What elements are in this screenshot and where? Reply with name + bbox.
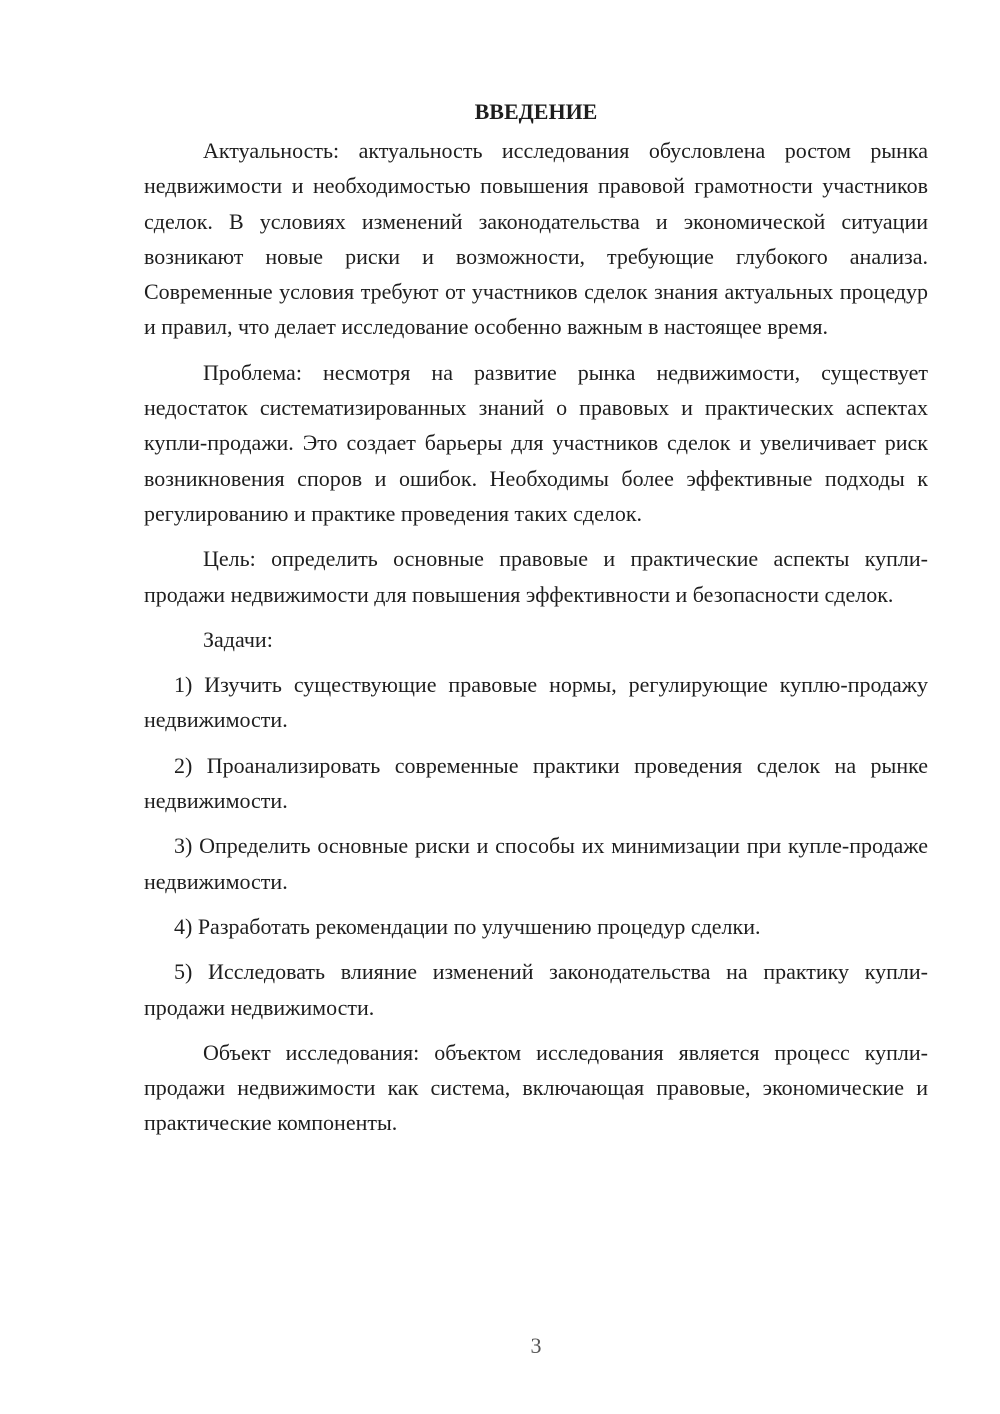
task-item-3: 3) Определить основные риски и способы их минимизации при купле-продаже недвижимости. <box>144 833 928 894</box>
page-number: 3 <box>530 1333 542 1358</box>
paragraph-relevance: Актуальность: актуальность исследования обусловлена ростом рынка недвижимости и необходимостью повышения правовой грамотности участников сделок. В условиях изменений законодательства и экономической ситуации возникают новые риски и возможности, требующие глубокого анализа. Современные условия требуют от участников сделок знания актуальных процедур и правил, что делает исследование особенно важным в настоящее время. <box>144 138 928 340</box>
tasks-list <box>144 667 928 1025</box>
page-content <box>144 94 928 1151</box>
task-item-4: 4) Разработать рекомендации по улучшению процедур сделки. <box>174 913 761 939</box>
task-item-5: 5) Исследовать влияние изменений законодательства на практику купли-продажи недвижимости. <box>144 959 928 1020</box>
paragraph-object: Объект исследования: объектом исследования является процесс купли-продажи недвижимости как система, включающая правовые, экономические и практические компоненты. <box>144 1039 928 1136</box>
paragraph-problem: Проблема: несмотря на развитие рынка недвижимости, существует недостаток систематизированных знаний о правовых и практических аспектах купли-продажи. Это создает барьеры для участников сделок и увеличивает риск возникновения споров и ошибок. Необходимы более эффективные подходы к регулированию и практике проведения таких сделок. <box>144 359 928 526</box>
paragraph-goal: Цель: определить основные правовые и практические аспекты купли-продажи недвижимости для повышения эффективности и безопасности сделок. <box>144 546 928 607</box>
task-item-1: 1) Изучить существующие правовые нормы, регулирующие куплю-продажу недвижимости. <box>144 672 928 733</box>
tasks-label: Задачи: <box>203 626 273 652</box>
task-item-2: 2) Проанализировать современные практики проведения сделок на рынке недвижимости. <box>144 752 928 814</box>
section-heading: ВВЕДЕНИЕ <box>474 99 598 124</box>
